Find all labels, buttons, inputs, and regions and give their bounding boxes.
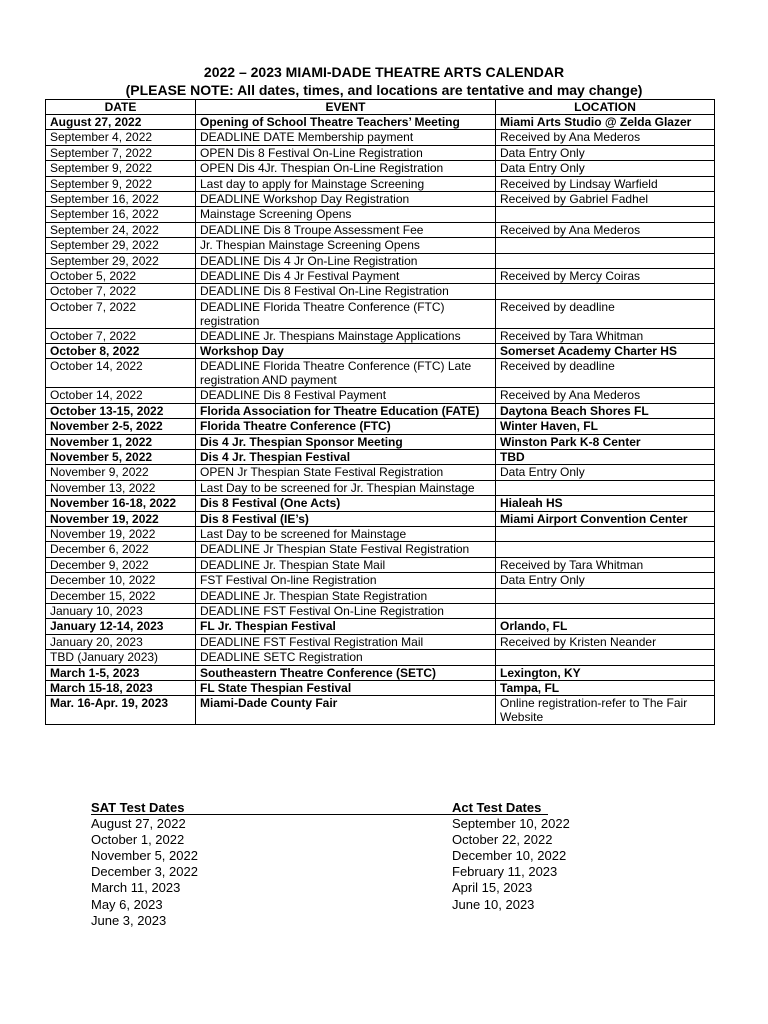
- location-cell: Received by Mercy Coiras: [496, 268, 715, 283]
- table-row: [46, 176, 715, 191]
- table-header-row: [46, 100, 715, 115]
- act-test-dates: [452, 800, 570, 913]
- location-cell: TBD: [496, 450, 715, 465]
- location-cell: Lexington, KY: [496, 665, 715, 680]
- event-cell: DEADLINE FST Festival Registration Mail: [196, 634, 496, 649]
- table-row: [46, 542, 715, 557]
- date-cell: March 1-5, 2023: [46, 665, 196, 680]
- date-cell: January 10, 2023: [46, 603, 196, 618]
- date-cell: October 8, 2022: [46, 344, 196, 359]
- table-row: [46, 268, 715, 283]
- date-cell: October 7, 2022: [46, 299, 196, 328]
- table-row: [46, 207, 715, 222]
- table-row: [46, 253, 715, 268]
- location-cell: Received by Ana Mederos: [496, 388, 715, 403]
- location-cell: Received by Tara Whitman: [496, 328, 715, 343]
- event-cell: DEADLINE Jr Thespian State Festival Registration: [196, 542, 496, 557]
- date-cell: October 14, 2022: [46, 388, 196, 403]
- sat-date-list: [91, 816, 198, 929]
- sat-date-item: May 6, 2023: [91, 896, 163, 912]
- location-cell: Received by Ana Mederos: [496, 222, 715, 237]
- date-cell: September 29, 2022: [46, 238, 196, 253]
- page-title: 2022 – 2023 MIAMI-DADE THEATRE ARTS CALENDAR: [203, 64, 565, 80]
- date-cell: October 5, 2022: [46, 268, 196, 283]
- date-cell: October 14, 2022: [46, 359, 196, 388]
- event-cell: Miami-Dade County Fair: [196, 696, 496, 725]
- location-cell: Daytona Beach Shores FL: [496, 403, 715, 418]
- date-cell: October 7, 2022: [46, 328, 196, 343]
- event-cell: Last day to apply for Mainstage Screening: [196, 176, 496, 191]
- event-cell: Dis 4 Jr. Thespian Festival: [196, 450, 496, 465]
- event-cell: OPEN Dis 4Jr. Thespian On-Line Registration: [196, 161, 496, 176]
- event-cell: DEADLINE Jr. Thespians Mainstage Applications: [196, 328, 496, 343]
- location-cell: Winston Park K-8 Center: [496, 434, 715, 449]
- table-row: [46, 603, 715, 618]
- event-cell: FL Jr. Thespian Festival: [196, 619, 496, 634]
- event-cell: FST Festival On-line Registration: [196, 573, 496, 588]
- date-cell: November 19, 2022: [46, 511, 196, 526]
- table-row: [46, 650, 715, 665]
- location-cell: Miami Arts Studio @ Zelda Glazer: [496, 115, 715, 130]
- table-row: [46, 634, 715, 649]
- sat-date-item: December 3, 2022: [91, 864, 198, 880]
- table-row: [46, 496, 715, 511]
- table-row: [46, 284, 715, 299]
- calendar-table: [45, 99, 715, 725]
- event-cell: DEADLINE Dis 8 Troupe Assessment Fee: [196, 222, 496, 237]
- table-row: [46, 359, 715, 388]
- table-row: [46, 680, 715, 695]
- event-cell: DEADLINE FST Festival On-Line Registration: [196, 603, 496, 618]
- table-row: [46, 222, 715, 237]
- location-cell: Somerset Academy Charter HS: [496, 344, 715, 359]
- table-row: [46, 450, 715, 465]
- location-cell: [496, 650, 715, 665]
- sat-test-dates: [91, 800, 198, 929]
- page-subtitle-note: (PLEASE NOTE: All dates, times, and locations are tentative and may change): [125, 82, 643, 98]
- location-cell: Received by Tara Whitman: [496, 557, 715, 572]
- location-cell: Miami Airport Convention Center: [496, 511, 715, 526]
- event-cell: DEADLINE Florida Theatre Conference (FTC) registration: [196, 299, 496, 328]
- location-cell: Data Entry Only: [496, 465, 715, 480]
- act-date-item: June 10, 2023: [452, 896, 535, 912]
- event-cell: DEADLINE Jr. Thespian State Registration: [196, 588, 496, 603]
- table-row: [46, 299, 715, 328]
- date-cell: September 9, 2022: [46, 176, 196, 191]
- act-date-item: April 15, 2023: [452, 880, 533, 896]
- location-cell: Received by Lindsay Warfield: [496, 176, 715, 191]
- event-cell: OPEN Jr Thespian State Festival Registration: [196, 465, 496, 480]
- act-date-list: [452, 816, 570, 913]
- date-cell: September 16, 2022: [46, 191, 196, 206]
- event-cell: DEADLINE Dis 8 Festival On-Line Registration: [196, 284, 496, 299]
- date-cell: August 27, 2022: [46, 115, 196, 130]
- table-row: [46, 344, 715, 359]
- location-cell: Orlando, FL: [496, 619, 715, 634]
- event-cell: Florida Association for Theatre Education (FATE): [196, 403, 496, 418]
- location-cell: Online registration-refer to The Fair Website: [496, 696, 715, 725]
- location-cell: Data Entry Only: [496, 573, 715, 588]
- table-row: [46, 130, 715, 145]
- act-date-item: February 11, 2023: [452, 864, 558, 880]
- location-cell: Received by deadline: [496, 359, 715, 388]
- act-date-item: September 10, 2022: [452, 816, 570, 832]
- event-cell: DEADLINE Florida Theatre Conference (FTC) Late registration AND payment: [196, 359, 496, 388]
- location-cell: Tampa, FL: [496, 680, 715, 695]
- date-cell: March 15-18, 2023: [46, 680, 196, 695]
- event-cell: DEADLINE SETC Registration: [196, 650, 496, 665]
- location-cell: [496, 542, 715, 557]
- location-cell: Data Entry Only: [496, 161, 715, 176]
- location-cell: Hialeah HS: [496, 496, 715, 511]
- event-cell: Dis 8 Festival (One Acts): [196, 496, 496, 511]
- location-cell: [496, 253, 715, 268]
- event-cell: DEADLINE Dis 8 Festival Payment: [196, 388, 496, 403]
- location-cell: Received by Ana Mederos: [496, 130, 715, 145]
- table-row: [46, 696, 715, 725]
- table-row: [46, 145, 715, 160]
- header-location: LOCATION: [496, 100, 715, 115]
- event-cell: Jr. Thespian Mainstage Screening Opens: [196, 238, 496, 253]
- sat-date-item: March 11, 2023: [91, 880, 181, 896]
- calendar-body: [46, 115, 715, 725]
- event-cell: Southeastern Theatre Conference (SETC): [196, 665, 496, 680]
- table-row: [46, 161, 715, 176]
- date-cell: December 6, 2022: [46, 542, 196, 557]
- date-cell: November 19, 2022: [46, 526, 196, 541]
- date-cell: September 9, 2022: [46, 161, 196, 176]
- event-cell: Last Day to be screened for Mainstage: [196, 526, 496, 541]
- location-cell: [496, 588, 715, 603]
- event-cell: DEADLINE Dis 4 Jr On-Line Registration: [196, 253, 496, 268]
- sat-date-item: August 27, 2022: [91, 816, 186, 832]
- sat-date-item: October 1, 2022: [91, 832, 185, 848]
- date-cell: Mar. 16-Apr. 19, 2023: [46, 696, 196, 725]
- table-row: [46, 191, 715, 206]
- event-cell: Dis 4 Jr. Thespian Sponsor Meeting: [196, 434, 496, 449]
- table-row: [46, 419, 715, 434]
- event-cell: FL State Thespian Festival: [196, 680, 496, 695]
- event-cell: DEADLINE Jr. Thespian State Mail: [196, 557, 496, 572]
- date-cell: October 13-15, 2022: [46, 403, 196, 418]
- table-row: [46, 465, 715, 480]
- event-cell: DEADLINE Workshop Day Registration: [196, 191, 496, 206]
- table-row: [46, 573, 715, 588]
- location-cell: Received by deadline: [496, 299, 715, 328]
- event-cell: DEADLINE DATE Membership payment: [196, 130, 496, 145]
- sat-date-item: November 5, 2022: [91, 848, 198, 864]
- sat-heading: SAT Test Dates: [91, 800, 185, 815]
- header-event: EVENT: [196, 100, 496, 115]
- event-cell: Dis 8 Festival (IE’s): [196, 511, 496, 526]
- table-row: [46, 588, 715, 603]
- table-row: [46, 526, 715, 541]
- date-cell: September 4, 2022: [46, 130, 196, 145]
- date-cell: January 20, 2023: [46, 634, 196, 649]
- date-cell: September 24, 2022: [46, 222, 196, 237]
- location-cell: [496, 207, 715, 222]
- act-heading: Act Test Dates: [452, 800, 542, 815]
- table-row: [46, 403, 715, 418]
- location-cell: [496, 603, 715, 618]
- date-cell: September 16, 2022: [46, 207, 196, 222]
- table-row: [46, 665, 715, 680]
- date-cell: October 7, 2022: [46, 284, 196, 299]
- date-cell: December 9, 2022: [46, 557, 196, 572]
- location-cell: [496, 526, 715, 541]
- table-row: [46, 328, 715, 343]
- date-cell: November 5, 2022: [46, 450, 196, 465]
- date-cell: September 29, 2022: [46, 253, 196, 268]
- date-cell: November 1, 2022: [46, 434, 196, 449]
- table-row: [46, 388, 715, 403]
- date-cell: November 9, 2022: [46, 465, 196, 480]
- table-row: [46, 619, 715, 634]
- act-date-item: October 22, 2022: [452, 832, 553, 848]
- date-cell: January 12-14, 2023: [46, 619, 196, 634]
- event-cell: Opening of School Theatre Teachers’ Meeting: [196, 115, 496, 130]
- location-cell: Received by Gabriel Fadhel: [496, 191, 715, 206]
- table-row: [46, 557, 715, 572]
- header-date: DATE: [46, 100, 196, 115]
- table-row: [46, 480, 715, 495]
- date-cell: December 15, 2022: [46, 588, 196, 603]
- table-row: [46, 238, 715, 253]
- date-cell: November 2-5, 2022: [46, 419, 196, 434]
- event-cell: Workshop Day: [196, 344, 496, 359]
- sat-date-item: June 3, 2023: [91, 912, 167, 928]
- date-cell: November 16-18, 2022: [46, 496, 196, 511]
- table-row: [46, 511, 715, 526]
- event-cell: Last Day to be screened for Jr. Thespian Mainstage: [196, 480, 496, 495]
- event-cell: DEADLINE Dis 4 Jr Festival Payment: [196, 268, 496, 283]
- table-row: [46, 115, 715, 130]
- location-cell: [496, 480, 715, 495]
- event-cell: Florida Theatre Conference (FTC): [196, 419, 496, 434]
- location-cell: [496, 284, 715, 299]
- date-cell: November 13, 2022: [46, 480, 196, 495]
- date-cell: September 7, 2022: [46, 145, 196, 160]
- location-cell: [496, 238, 715, 253]
- date-cell: December 10, 2022: [46, 573, 196, 588]
- event-cell: OPEN Dis 8 Festival On-Line Registration: [196, 145, 496, 160]
- location-cell: Received by Kristen Neander: [496, 634, 715, 649]
- act-date-item: December 10, 2022: [452, 848, 567, 864]
- location-cell: Data Entry Only: [496, 145, 715, 160]
- location-cell: Winter Haven, FL: [496, 419, 715, 434]
- table-row: [46, 434, 715, 449]
- date-cell: TBD (January 2023): [46, 650, 196, 665]
- event-cell: Mainstage Screening Opens: [196, 207, 496, 222]
